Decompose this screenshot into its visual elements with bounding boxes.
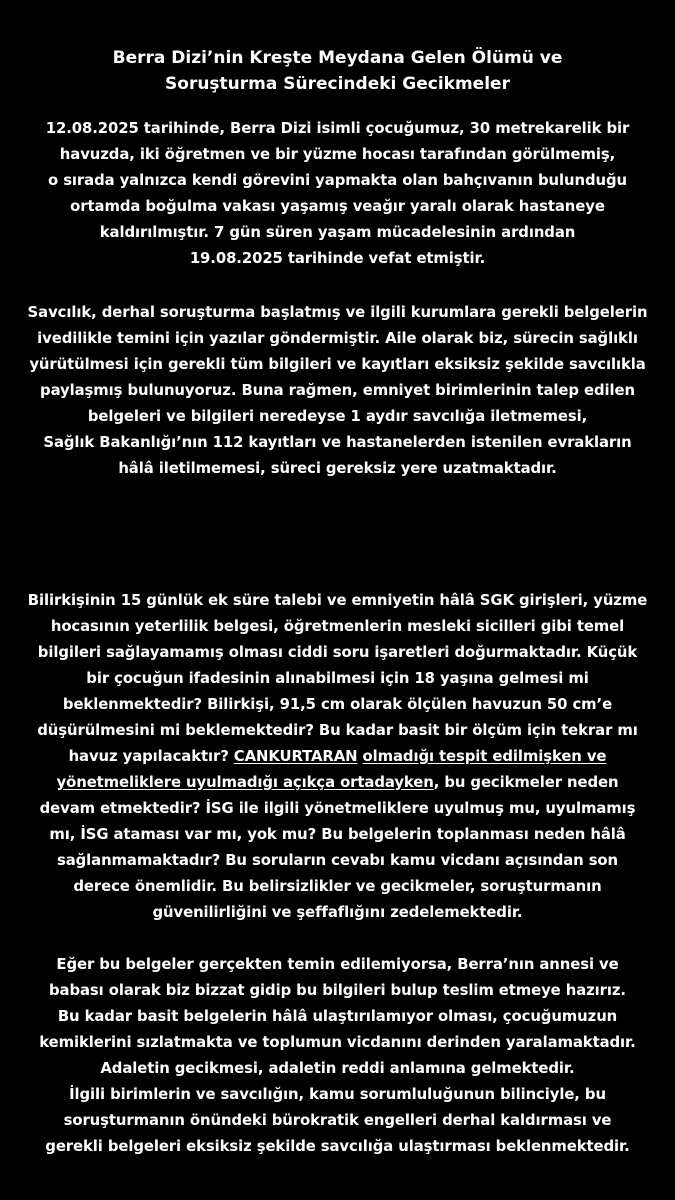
text-line: babası olarak biz bizzat gidip bu bilgileri bulup teslim etmeye hazırız. [49,981,626,999]
text-line: kemiklerini sızlatmakta ve toplumun vicdanını derinden yaralamaktadır. [39,1033,636,1051]
underlined-text: yönetmeliklere uyulmadığı açıkça ortadayken [56,773,434,791]
text-fragment: havuz yapılacaktır? [68,747,234,765]
text-line: beklenmektedir? Bilirkişi, 91,5 cm olarak ölçülen havuzun 50 cm’e [62,695,613,713]
text-line-with-emphasis [8,743,668,769]
text-line-with-emphasis [8,769,668,795]
text-line: hocasının yeterlilik belgesi, öğretmenlerin mesleki sicilleri gibi temel [50,617,625,635]
text-line: havuzda, iki öğretmen ve bir yüzme hocası tarafından görülmemiş, [59,145,616,163]
text-line: Savcılık, derhal soruşturma başlatmış ve ilgili kurumlara gerekli belgelerin [27,303,648,321]
text-line: ivedilikle temini için yazılar göndermiştir. Aile olarak biz, sürecin sağlıklı [37,329,638,347]
text-line: soruşturmanın önündeki bürokratik engelleri derhal kaldırması ve [63,1111,612,1129]
text-line: derece önemlidir. Bu belirsizlikler ve gecikmeler, soruşturmanın [73,877,602,895]
paragraph-demand [0,951,675,1159]
text-line: Adaletin gecikmesi, adaletin reddi anlamına gelmektedir. [100,1059,575,1077]
text-line: Eğer bu belgeler gerçekten temin edilemiyorsa, Berra’nın annesi ve [56,955,619,973]
text-line: düşürülmesini mi beklemektedir? Bu kadar basit bir ölçüm için tekrar mı [37,721,638,739]
text-line: devam etmektedir? İSG ile ilgili yönetmeliklere uyulmuş mu, uyulmamış [39,799,636,817]
text-line: 12.08.2025 tarihinde, Berra Dizi isimli çocuğumuz, 30 metrekarelik bir [45,119,630,137]
text-line: Bu kadar basit belgelerin hâlâ ulaştırılamıyor olması, çocuğumuzun [57,1007,618,1025]
text-line: kaldırılmıştır. 7 gün süren yaşam mücadelesinin ardından [99,223,576,241]
text-line: sağlanmamaktadır? Bu soruların cevabı kamu vicdanı açısından son [56,851,619,869]
text-line: Sağlık Bakanlığı’nın 112 kayıtları ve hastanelerden istenilen evrakların [43,433,632,451]
text-line: bir çocuğun ifadesinin alınabilmesi için 18 yaşına gelmesi mi [86,669,589,687]
text-line: 19.08.2025 tarihinde vefat etmiştir. [189,249,486,267]
text-line: yürütülmesi için gerekli tüm bilgileri ve kayıtları eksiksiz şekilde savcılıkla [29,355,646,373]
text-line: mı, İSG ataması var mı, yok mu? Bu belgelerin toplanması neden hâlâ [49,825,626,843]
title-line: Berra Dizi’nin Kreşte Meydana Gelen Ölümü ve [112,48,563,68]
text-line: ortamda boğulma vakası yaşamış veağır yaralı olarak hastaneye [70,197,605,215]
text-line: güvenilirliğini ve şeffaflığını zedelemektedir. [152,903,523,921]
text-fragment: , bu gecikmeler neden [433,773,619,791]
text-line: gerekli belgeleri eksiksiz şekilde savcılığa ulaştırması beklenmektedir. [45,1137,630,1155]
title-line: Soruşturma Sürecindeki Gecikmeler [165,74,510,94]
text-line: Bilirkişinin 15 günlük ek süre talebi ve emniyetin hâlâ SGK girişleri, yüzme [27,591,648,609]
text-line: belgeleri ve bilgileri neredeyse 1 aydır savcılığa iletmemesi, [87,407,588,425]
paragraph-delays [0,587,675,925]
text-line: o sırada yalnızca kendi görevini yapmakta olan bahçıvanın bulunduğu [48,171,627,189]
paragraph-incident [0,115,675,271]
text-line: bilgileri sağlayamamış olması ciddi soru işaretleri doğurmaktadır. Küçük [37,643,638,661]
text-line: hâlâ iletilmemesi, süreci gereksiz yere uzatmaktadır. [118,459,557,477]
underlined-text: olmadığı tespit edilmişken ve [362,747,607,765]
document-title [0,45,675,97]
text-line: paylaşmış bulunuyoruz. Buna rağmen, emniyet birimlerinin talep edilen [40,381,635,399]
text-line: İlgili birimlerin ve savcılığın, kamu sorumluluğunun bilinciyle, bu [69,1085,606,1103]
underlined-text: CANKURTARAN [233,747,358,765]
paragraph-investigation [0,299,675,481]
